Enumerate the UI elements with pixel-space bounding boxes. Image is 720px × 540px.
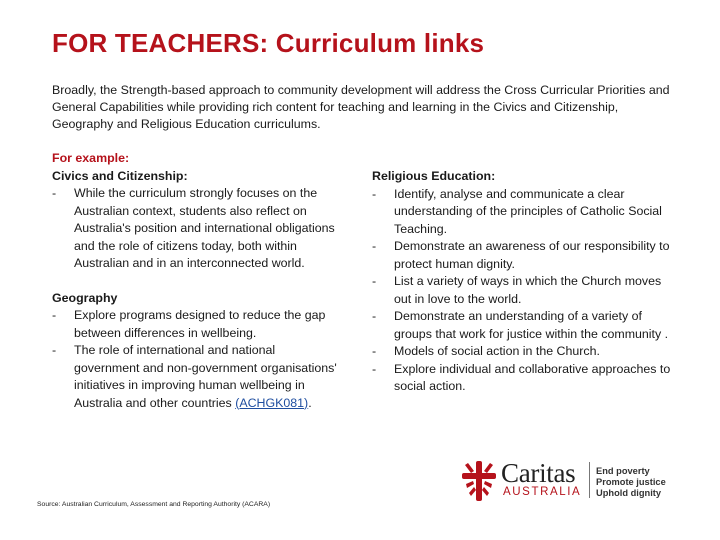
religious-education-item: - Demonstrate an understanding of a variety of groups that work for justice within the community . xyxy=(372,308,672,343)
geography-item-suffix: . xyxy=(308,395,312,410)
logo-divider xyxy=(589,462,590,498)
civics-heading: Civics and Citizenship: xyxy=(52,168,188,183)
caritas-australia-label: AUSTRALIA xyxy=(503,486,582,498)
intro-paragraph: Broadly, the Strength-based approach to community development will address the Cross Curricular Priorities and General Capabilities while providing rich content for teaching and learning in the Civics and Citizenship, Geography and Religious Education curriculums. xyxy=(52,83,670,131)
tagline: End poverty xyxy=(596,466,650,476)
caritas-cross-icon xyxy=(460,460,498,502)
geography-list xyxy=(52,307,342,412)
page-title: FOR TEACHERS: Curriculum links xyxy=(52,28,485,58)
religious-education-item: - List a variety of ways in which the Church moves out in love to the world. xyxy=(372,273,672,308)
civics-item: - While the curriculum strongly focuses on the Australian context, students also reflect on Australia's position and international obligations and the role of citizens today, both within Australian and in an interconnected world. xyxy=(52,185,342,273)
right-column xyxy=(372,168,672,396)
for-example-label: For example: xyxy=(52,151,130,165)
caritas-wordmark: Caritas xyxy=(501,458,576,488)
tagline: Uphold dignity xyxy=(596,488,662,498)
civics-list xyxy=(52,185,342,273)
religious-education-list xyxy=(372,186,672,396)
geography-heading: Geography xyxy=(52,290,118,305)
geography-item: - Explore programs designed to reduce the gap between differences in wellbeing. xyxy=(52,307,342,342)
religious-education-item: - Identify, analyse and communicate a clear understanding of the principles of Catholic Social Teaching. xyxy=(372,186,672,239)
geography-item-text: The role of international and national government and non-government organisations' initiatives in improving human wellbeing in Australia and other countries xyxy=(74,343,337,410)
achgk081-link[interactable]: (ACHGK081) xyxy=(235,395,309,410)
religious-education-item: - Demonstrate an awareness of our responsibility to protect human dignity. xyxy=(372,238,672,273)
religious-education-item: - Explore individual and collaborative approaches to social action. xyxy=(372,361,672,396)
tagline: Promote justice xyxy=(596,477,666,487)
source-note: Source: Australian Curriculum, Assessment and Reporting Authority (ACARA) xyxy=(37,501,271,508)
religious-education-item: - Models of social action in the Church. xyxy=(372,343,672,361)
left-column xyxy=(52,150,342,412)
religious-education-heading: Religious Education: xyxy=(372,169,496,183)
caritas-logo xyxy=(460,460,680,502)
geography-item xyxy=(52,342,342,412)
logo-taglines xyxy=(596,466,666,499)
